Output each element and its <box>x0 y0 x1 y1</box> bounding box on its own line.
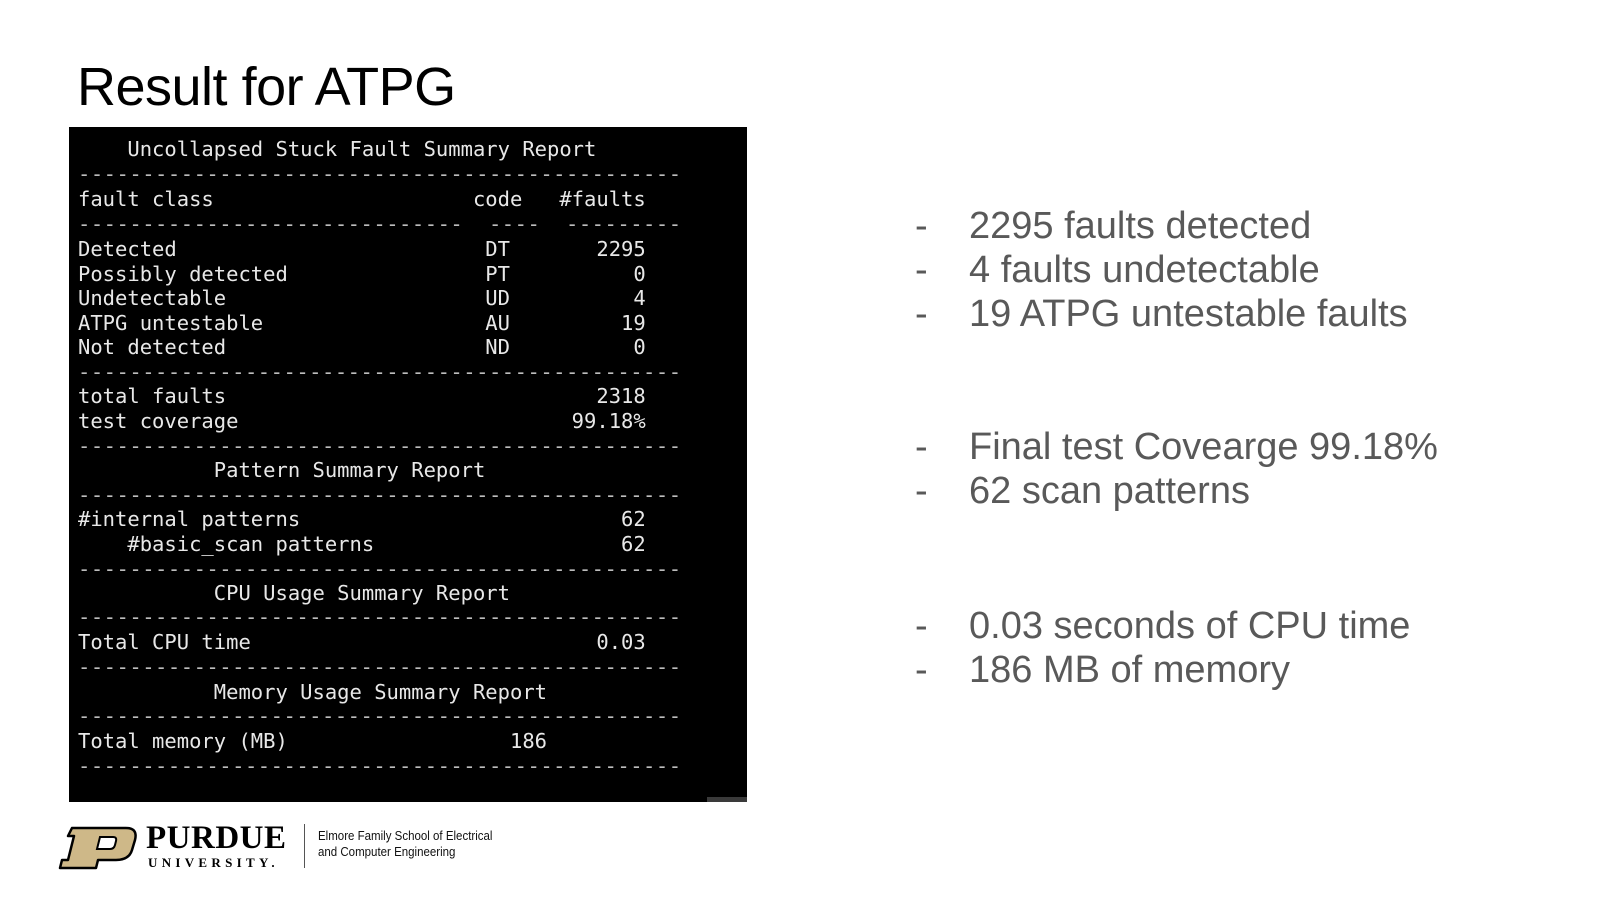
terminal-line: Not detected ND 0 <box>78 335 646 359</box>
terminal-scrollbar[interactable] <box>707 797 747 802</box>
terminal-line: total faults 2318 <box>78 384 646 408</box>
terminal-separator: ----------------------------------------------- <box>78 360 682 384</box>
terminal-separator: ----------------------------------------------- <box>78 754 682 778</box>
bullet-item <box>915 249 1555 293</box>
terminal-line: #internal patterns 62 <box>78 507 646 531</box>
terminal-line: test coverage 99.18% <box>78 409 646 433</box>
bullet-item <box>915 293 1555 337</box>
bullet-text: 186 MB of memory <box>969 649 1290 691</box>
terminal-separator: ------------------------------ ---- --------- <box>78 212 682 236</box>
bullet-group-resources <box>915 605 1555 693</box>
terminal-separator: ----------------------------------------------- <box>78 434 682 458</box>
terminal-line: Detected DT 2295 <box>78 237 646 261</box>
terminal-line: CPU Usage Summary Report <box>78 581 510 605</box>
bullet-item <box>915 205 1555 249</box>
school-name-line2: and Computer Engineering <box>318 845 456 859</box>
logo-divider <box>304 824 305 868</box>
bullet-marker: - <box>915 205 928 247</box>
bullet-text: 0.03 seconds of CPU time <box>969 605 1411 647</box>
bullet-marker: - <box>915 426 928 468</box>
terminal-line: Total memory (MB) 186 <box>78 729 547 753</box>
bullet-text: Final test Covearge 99.18% <box>969 426 1438 468</box>
bullet-item <box>915 426 1555 470</box>
bullet-group-coverage <box>915 426 1555 514</box>
terminal-separator: ----------------------------------------------- <box>78 655 682 679</box>
terminal-line: Undetectable UD 4 <box>78 286 646 310</box>
purdue-wordmark: PURDUE <box>146 820 287 856</box>
terminal-line: Pattern Summary Report <box>78 458 486 482</box>
school-name-line1: Elmore Family School of Electrical <box>318 829 493 843</box>
bullet-item <box>915 470 1555 514</box>
bullet-marker: - <box>915 249 928 291</box>
bullet-text: 2295 faults detected <box>969 205 1312 247</box>
terminal-line: #basic_scan patterns 62 <box>78 532 646 556</box>
terminal-line: ATPG untestable AU 19 <box>78 311 646 335</box>
terminal-separator: ----------------------------------------------- <box>78 483 682 507</box>
terminal-line: fault class code #faults <box>78 187 646 211</box>
terminal-line: Total CPU time 0.03 <box>78 630 646 654</box>
bullet-marker: - <box>915 293 928 335</box>
bullet-text: 19 ATPG untestable faults <box>969 293 1408 335</box>
purdue-p-logo-icon <box>58 826 138 870</box>
bullet-marker: - <box>915 605 928 647</box>
terminal-line: Uncollapsed Stuck Fault Summary Report <box>78 137 597 161</box>
bullet-marker: - <box>915 470 928 512</box>
terminal-line: Memory Usage Summary Report <box>78 680 547 704</box>
slide-title: Result for ATPG <box>77 57 456 117</box>
terminal-separator: ----------------------------------------------- <box>78 162 682 186</box>
bullet-text: 62 scan patterns <box>969 470 1250 512</box>
terminal-separator: ----------------------------------------------- <box>78 605 682 629</box>
terminal-line: Possibly detected PT 0 <box>78 262 646 286</box>
terminal-separator: ----------------------------------------------- <box>78 557 682 581</box>
university-wordmark: UNIVERSITY. <box>148 855 279 870</box>
bullet-item <box>915 649 1555 693</box>
bullet-group-faults <box>915 205 1555 337</box>
bullet-text: 4 faults undetectable <box>969 249 1320 291</box>
bullet-marker: - <box>915 649 928 691</box>
terminal-output <box>69 127 747 802</box>
school-name <box>318 828 492 860</box>
terminal-separator: ----------------------------------------------- <box>78 704 682 728</box>
bullet-item <box>915 605 1555 649</box>
